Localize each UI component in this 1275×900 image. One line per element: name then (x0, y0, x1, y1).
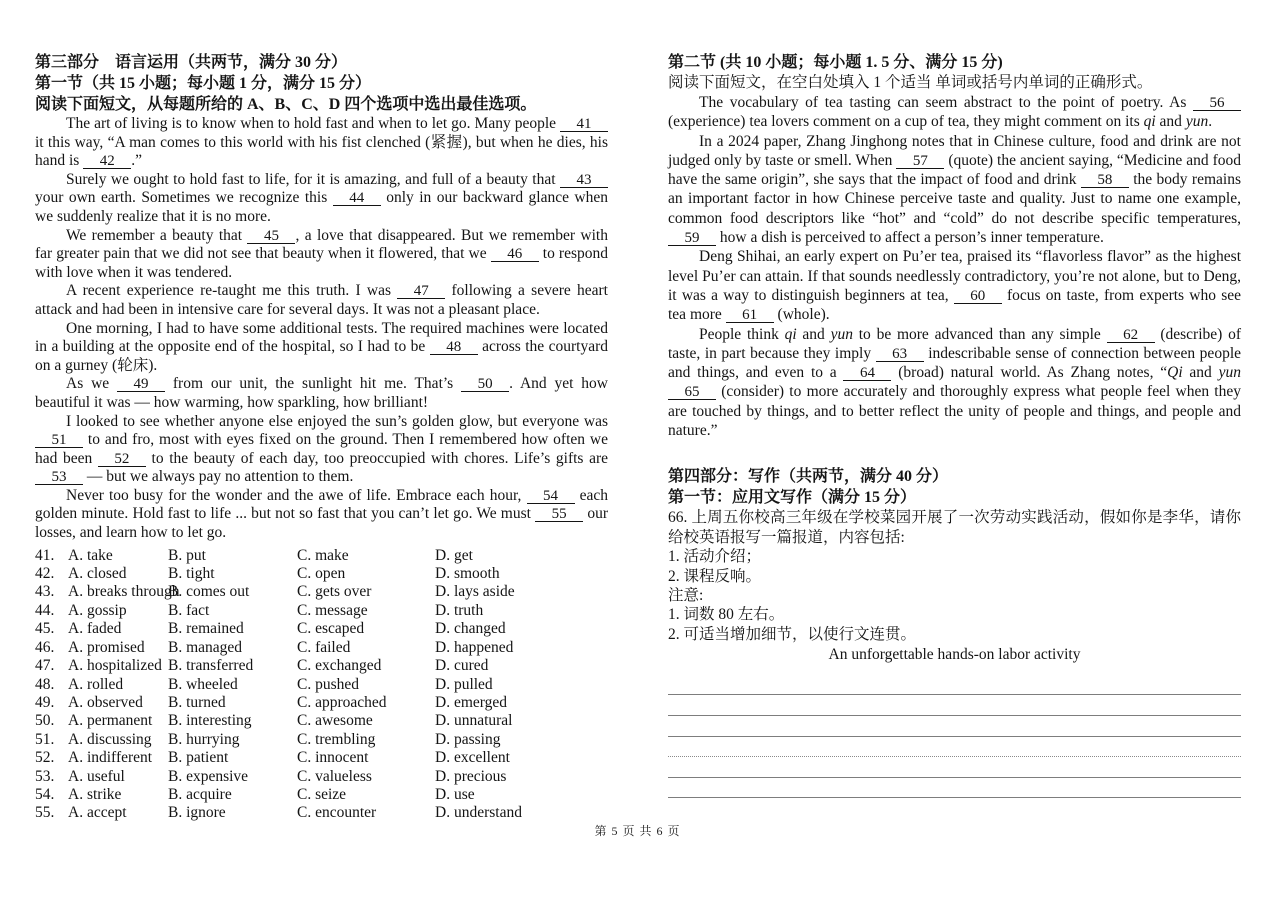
option-a: A. strike (68, 785, 122, 803)
italic-term: qi (1143, 113, 1156, 131)
option-c: C. pushed (297, 675, 359, 693)
option-c: C. failed (297, 638, 351, 656)
question-number: 46. (35, 638, 55, 656)
question-number: 55. (35, 804, 55, 822)
blank-57: 57 (896, 155, 944, 169)
gapfill-paragraph-4: People think qi and yun to be more advanced than any simple 62 (describe) of taste, in part because they imply 63 indescribable sense of connection between people and things, and even to a 64 (broad) natural world. As Zhang notes, “Qi and yun 65 (consider) to more accurately and thoroughly express what people feel when they are touched by things, and to better reflect the unity of people and things, and people and nature.” (668, 325, 1242, 440)
option-c: C. make (297, 546, 349, 564)
blank-42: 42 (83, 155, 131, 169)
cloze-paragraph-6: As we 49 from our unit, the sunlight hit me. That’s 50 . And yet how beautiful it was — how warming, how sparkling, how brilliant! (35, 375, 608, 411)
option-c: C. message (297, 601, 368, 619)
right-column (668, 52, 1241, 798)
gapfill-paragraph-3: Deng Shihai, an early expert on Pu’er tea, praised its “flavorless flavor” as the highest level Pu’er can attain. If that sounds needlessly contradictory, you’re not alone, but to Deng, it was a way to distinguish beginners at tea, 60 focus on taste, from experts who see tea more 61 (whole). (668, 248, 1241, 324)
question-number: 48. (35, 675, 55, 693)
writing-line-2 (668, 695, 1241, 716)
question-number: 53. (35, 767, 55, 785)
left-column (35, 52, 608, 823)
option-a: A. breaks through (68, 583, 180, 601)
blank-61: 61 (726, 309, 774, 323)
option-d: D. smooth (435, 565, 500, 583)
option-c: C. gets over (297, 583, 372, 601)
option-d: D. unnatural (435, 712, 513, 730)
task-point-2: 2. 课程反响。 (668, 567, 762, 585)
option-c: C. open (297, 565, 346, 583)
blank-45: 45 (247, 230, 295, 244)
question-number: 41. (35, 546, 55, 564)
option-d: D. get (435, 546, 473, 564)
cloze-paragraph-5: One morning, I had to have some additional tests. The required machines were located in a building at the opposite end of the hospital, so I had to be 48 across the courtyard on a gurney (轮床). (35, 319, 608, 374)
blank-41: 41 (560, 118, 608, 132)
option-row-52 (35, 749, 608, 767)
option-row-48 (35, 676, 608, 694)
cloze-paragraph-4: A recent experience re-taught me this truth. I was 47 following a severe heart attack and had been in intensive care for several days. It was not a pleasant place. (35, 282, 608, 318)
writing-section1-heading: 第一节：应用文写作（满分 15 分） (668, 489, 917, 507)
option-c: C. valueless (297, 767, 372, 785)
question-number: 49. (35, 693, 55, 711)
writing-line-4 (668, 737, 1241, 758)
blank-53: 53 (35, 471, 83, 485)
option-row-55 (35, 804, 608, 822)
option-d: D. changed (435, 620, 506, 638)
blank-47: 47 (397, 285, 445, 299)
option-c: C. escaped (297, 620, 365, 638)
option-c: C. innocent (297, 749, 369, 767)
option-row-49 (35, 694, 608, 712)
option-d: D. use (435, 785, 475, 803)
option-row-46 (35, 639, 608, 657)
option-b: B. acquire (168, 785, 232, 803)
writing-line-5 (668, 757, 1241, 778)
cloze-paragraph-3: We remember a beauty that 45 , a love that disappeared. But we remember with far greater pain that we did not see that beauty when it flowered, that we 46 to respond with love when it was tendered. (35, 226, 608, 281)
cloze-paragraph-8: Never too busy for the wonder and the awe of life. Embrace each hour, 54 each golden minute. Hold fast to life ... but not so fast that you can’t let go. We must 55 our losses, and learn how to let go. (35, 486, 608, 542)
option-d: D. emerged (435, 693, 508, 711)
writing-task-description: 66. 上周五你校高三年级在学校菜园开展了一次劳动实践活动，假如你是李华，请你给校英语报写一篇报道，内容包括: (668, 509, 1241, 546)
option-a: A. promised (68, 638, 145, 656)
italic-term: Qi (1167, 364, 1183, 382)
option-b: B. put (168, 546, 206, 564)
option-c: C. exchanged (297, 657, 382, 675)
option-a: A. take (68, 546, 113, 564)
option-c: C. awesome (297, 712, 373, 730)
option-row-53 (35, 768, 608, 786)
writing-lines (668, 675, 1241, 799)
option-a: A. hospitalized (68, 657, 162, 675)
option-c: C. encounter (297, 804, 377, 822)
blank-65: 65 (668, 386, 716, 400)
blank-51: 51 (35, 434, 83, 448)
option-d: D. lays aside (435, 583, 515, 601)
option-row-44 (35, 602, 608, 620)
option-b: B. turned (168, 693, 226, 711)
question-number: 51. (35, 730, 55, 748)
option-b: B. managed (168, 638, 243, 656)
option-a: A. discussing (68, 730, 152, 748)
writing-line-3 (668, 716, 1241, 737)
option-a: A. useful (68, 767, 125, 785)
option-row-43 (35, 583, 608, 601)
option-d: D. understand (435, 804, 522, 822)
option-b: B. interesting (168, 712, 252, 730)
blank-43: 43 (560, 174, 608, 188)
blank-64: 64 (843, 367, 891, 381)
italic-term: yun (1218, 364, 1241, 382)
blank-54: 54 (527, 490, 575, 504)
essay-title: An unforgettable hands-on labor activity (828, 645, 1081, 663)
option-b: B. patient (168, 749, 229, 767)
italic-term: yun (1185, 113, 1209, 131)
option-b: B. hurrying (168, 730, 240, 748)
option-d: D. happened (435, 638, 514, 656)
note-item-1: 1. 词数 80 左右。 (668, 606, 785, 624)
option-d: D. passing (435, 730, 501, 748)
notes-label: 注意: (668, 586, 704, 604)
option-b: B. remained (168, 620, 244, 638)
option-b: B. ignore (168, 804, 226, 822)
blank-62: 62 (1107, 329, 1155, 343)
option-row-45 (35, 620, 608, 638)
option-b: B. expensive (168, 767, 249, 785)
blank-60: 60 (954, 290, 1002, 304)
italic-term: qi (784, 325, 797, 343)
cloze-paragraph-1: The art of living is to know when to hold fast and when to let go. Many people 41 it this way, “A man comes to this world with his fist clenched (紧握), but when he dies, his hand is 42 .” (35, 115, 608, 170)
option-row-51 (35, 731, 608, 749)
blank-50: 50 (461, 378, 509, 392)
part4-heading: 第四部分：写作（共两节，满分 40 分） (668, 468, 949, 486)
page-footer: 第 5 页 共 6 页 (594, 824, 681, 838)
option-d: D. cured (435, 657, 489, 675)
option-c: C. trembling (297, 730, 376, 748)
option-a: A. rolled (68, 675, 124, 693)
question-number: 50. (35, 712, 55, 730)
option-row-41 (35, 547, 608, 565)
blank-56: 56 (1193, 97, 1241, 111)
blank-63: 63 (876, 348, 924, 362)
blank-44: 44 (333, 192, 381, 206)
option-row-47 (35, 657, 608, 675)
writing-line-1 (668, 675, 1241, 696)
option-d: D. excellent (435, 749, 510, 767)
writing-line-6 (668, 778, 1241, 799)
gapfill-paragraph-2: In a 2024 paper, Zhang Jinghong notes that in Chinese culture, food and drink are not judged only by taste or smell. When 57 (quote) the ancient saying, “Medicine and food have the same origin”, she says that the impact of food and drink 58 the body remains an important factor in how Chinese perceive taste and quality. Just to name one example, common food descriptors like “hot” and “cold” do not describe specific temperatures, 59 how a dish is perceived to affect a person’s inner temperature. (668, 132, 1241, 247)
gapfill-instructions: 阅读下面短文，在空白处填入 1 个适当 单词或括号内单词的正确形式。 (668, 74, 1153, 91)
blank-52: 52 (98, 453, 146, 467)
option-d: D. pulled (435, 675, 493, 693)
option-a: A. closed (68, 565, 127, 583)
option-row-50 (35, 712, 608, 730)
blank-58: 58 (1081, 174, 1129, 188)
option-a: A. permanent (68, 712, 153, 730)
option-d: D. precious (435, 767, 507, 785)
cloze-paragraph-2: Surely we ought to hold fast to life, for it is amazing, and full of a beauty that 43 your own earth. Sometimes we recognize this 44 only in our backward glance when we suddenly realize that it is no more. (35, 170, 608, 225)
question-number: 47. (35, 657, 55, 675)
blank-48: 48 (430, 341, 478, 355)
blank-59: 59 (668, 232, 716, 246)
option-c: C. approached (297, 693, 387, 711)
blank-49: 49 (117, 378, 165, 392)
option-b: B. comes out (168, 583, 250, 601)
option-a: A. gossip (68, 601, 127, 619)
question-number: 54. (35, 785, 55, 803)
cloze-options-list (35, 547, 608, 823)
italic-term: yun (830, 325, 853, 343)
section2-heading: 第二节 (共 10 小题；每小题 1. 5 分、满分 15 分) (668, 54, 1003, 71)
option-row-54 (35, 786, 608, 804)
blank-46: 46 (491, 248, 539, 262)
blank-55: 55 (535, 508, 583, 522)
question-number: 43. (35, 583, 55, 601)
option-b: B. wheeled (168, 675, 238, 693)
question-number: 42. (35, 565, 55, 583)
cloze-paragraph-7: I looked to see whether anyone else enjoyed the sun’s golden glow, but everyone was 51 to and fro, most with eyes fixed on the ground. Then I remembered how often we had been 52 to the beauty of each day, too preoccupied with chores. Life’s gifts are 53 — but we always pay no attention to them. (35, 412, 609, 486)
question-number: 52. (35, 749, 55, 767)
option-row-42 (35, 565, 608, 583)
option-a: A. indifferent (68, 749, 153, 767)
option-a: A. accept (68, 804, 127, 822)
option-b: B. tight (168, 565, 215, 583)
gapfill-paragraph-1: The vocabulary of tea tasting can seem abstract to the point of poetry. As 56 (experience) tea lovers comment on a cup of tea, they might comment on its qi and yun. (668, 93, 1241, 132)
question-number: 45. (35, 620, 55, 638)
option-a: A. faded (68, 620, 122, 638)
option-c: C. seize (297, 785, 347, 803)
option-b: B. fact (168, 601, 210, 619)
option-a: A. observed (68, 693, 143, 711)
section1-heading: 第一节（共 15 小题；每小题 1 分，满分 15 分） (35, 75, 372, 92)
option-d: D. truth (435, 601, 484, 619)
option-b: B. transferred (168, 657, 254, 675)
part3-heading: 第三部分 语言运用（共两节，满分 30 分） (35, 54, 348, 71)
question-number: 44. (35, 601, 55, 619)
task-point-1: 1. 活动介绍； (668, 548, 762, 566)
cloze-instructions: 阅读下面短文，从每题所给的 A、B、C、D 四个选项中选出最佳选项。 (35, 96, 537, 113)
note-item-2: 2. 可适当增加细节，以使行文连贯。 (668, 625, 917, 643)
